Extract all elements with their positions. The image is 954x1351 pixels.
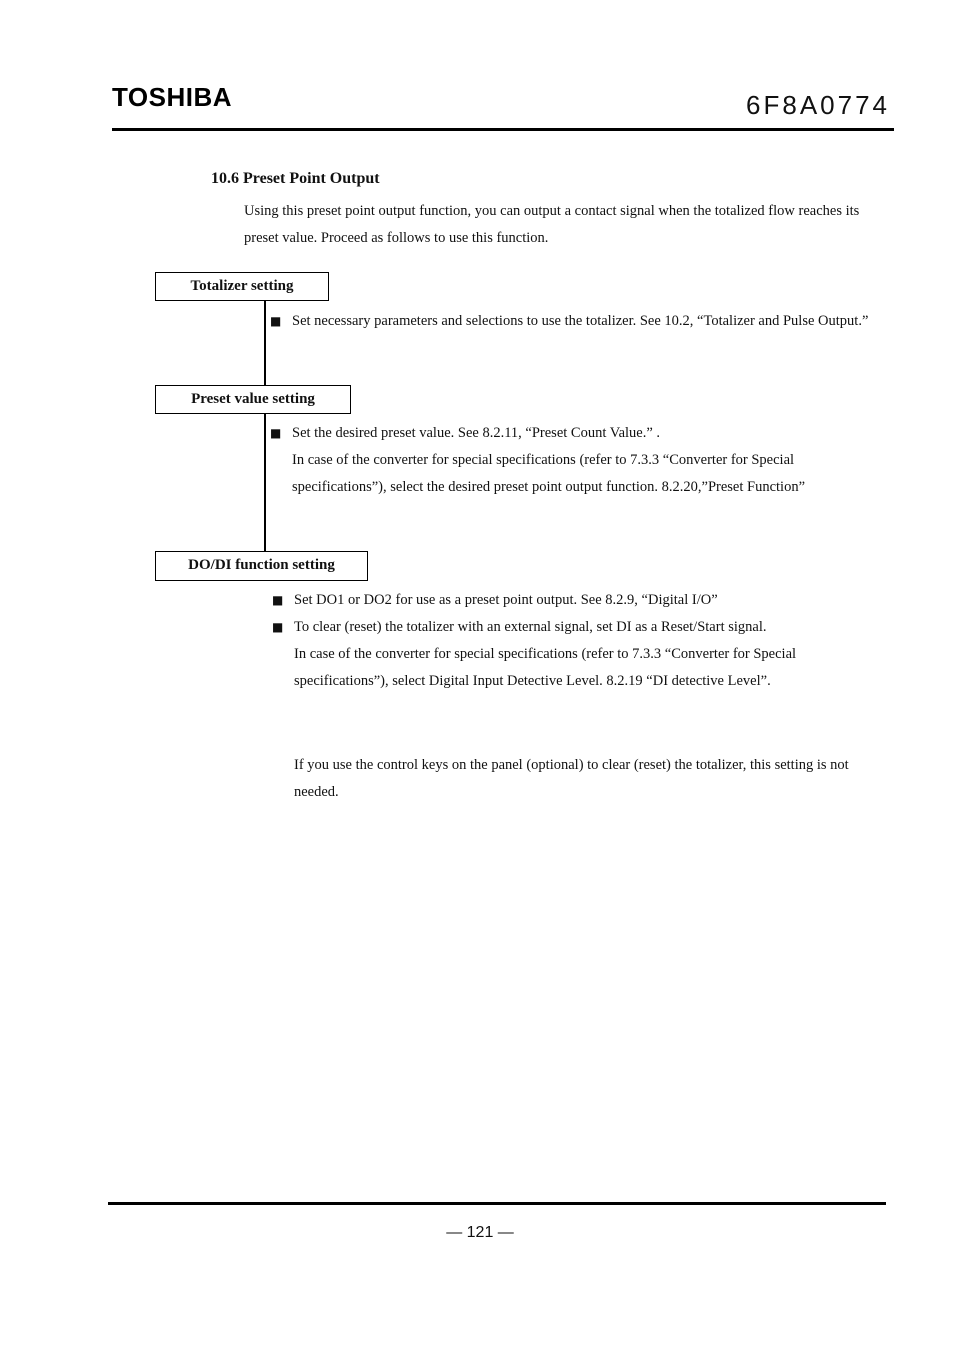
list-item (272, 614, 872, 641)
bullet-text: Set necessary parameters and selections to use the totalizer. See 10.2, “Totalizer and Pulse Output.” (292, 313, 869, 329)
bullet-text: Set the desired preset value. See 8.2.11, “Preset Count Value.” . (292, 425, 661, 441)
header-rule (112, 128, 894, 131)
footer-rule (108, 1202, 886, 1205)
bullet-text: To clear (reset) the totalizer with an external signal, set DI as a Reset/Start signal. (294, 619, 767, 635)
brand-logo: TOSHIBA (112, 82, 233, 112)
document-number: 6F8A0774 (746, 90, 890, 120)
step-box-do-di: DO/DI function setting (155, 551, 368, 581)
step-details-preset-value (270, 420, 872, 501)
flow-connector (264, 414, 266, 551)
note-text: If you use the control keys on the panel (optional) to clear (reset) the totalizer, this setting is not needed. (294, 757, 849, 800)
list-item (270, 308, 870, 335)
bullet-icon: ■ (270, 314, 282, 328)
continuation-text: In case of the converter for special specifications (refer to 7.3.3 “Converter for Special specifications”), select Digital Input Detective Level. 8.2.19 “DI detective Level”. (294, 646, 797, 689)
step-box-totalizer: Totalizer setting (155, 272, 329, 301)
bullet-icon: ■ (272, 593, 284, 607)
step-box-preset-value: Preset value setting (155, 385, 351, 414)
step-details-totalizer (270, 308, 870, 335)
bullet-text: Set DO1 or DO2 for use as a preset point output. See 8.2.9, “Digital I/O” (294, 592, 718, 608)
page-number: — 121 — (446, 1224, 514, 1241)
section-intro: Using this preset point output function, you can output a contact signal when the totalized flow reaches its preset value. Proceed as follows to use this function. (244, 203, 860, 246)
continuation-text: In case of the converter for special specifications (refer to 7.3.3 “Converter for Special specifications”), select the desired preset point output function. 8.2.20,”Preset Function” (292, 452, 806, 495)
list-item (270, 420, 870, 447)
bullet-icon: ■ (272, 620, 284, 634)
bullet-icon: ■ (270, 426, 282, 440)
list-item (272, 587, 872, 614)
step-details-do-di (272, 587, 874, 695)
section-title: 10.6 Preset Point Output (211, 170, 380, 187)
flow-connector (264, 301, 266, 385)
